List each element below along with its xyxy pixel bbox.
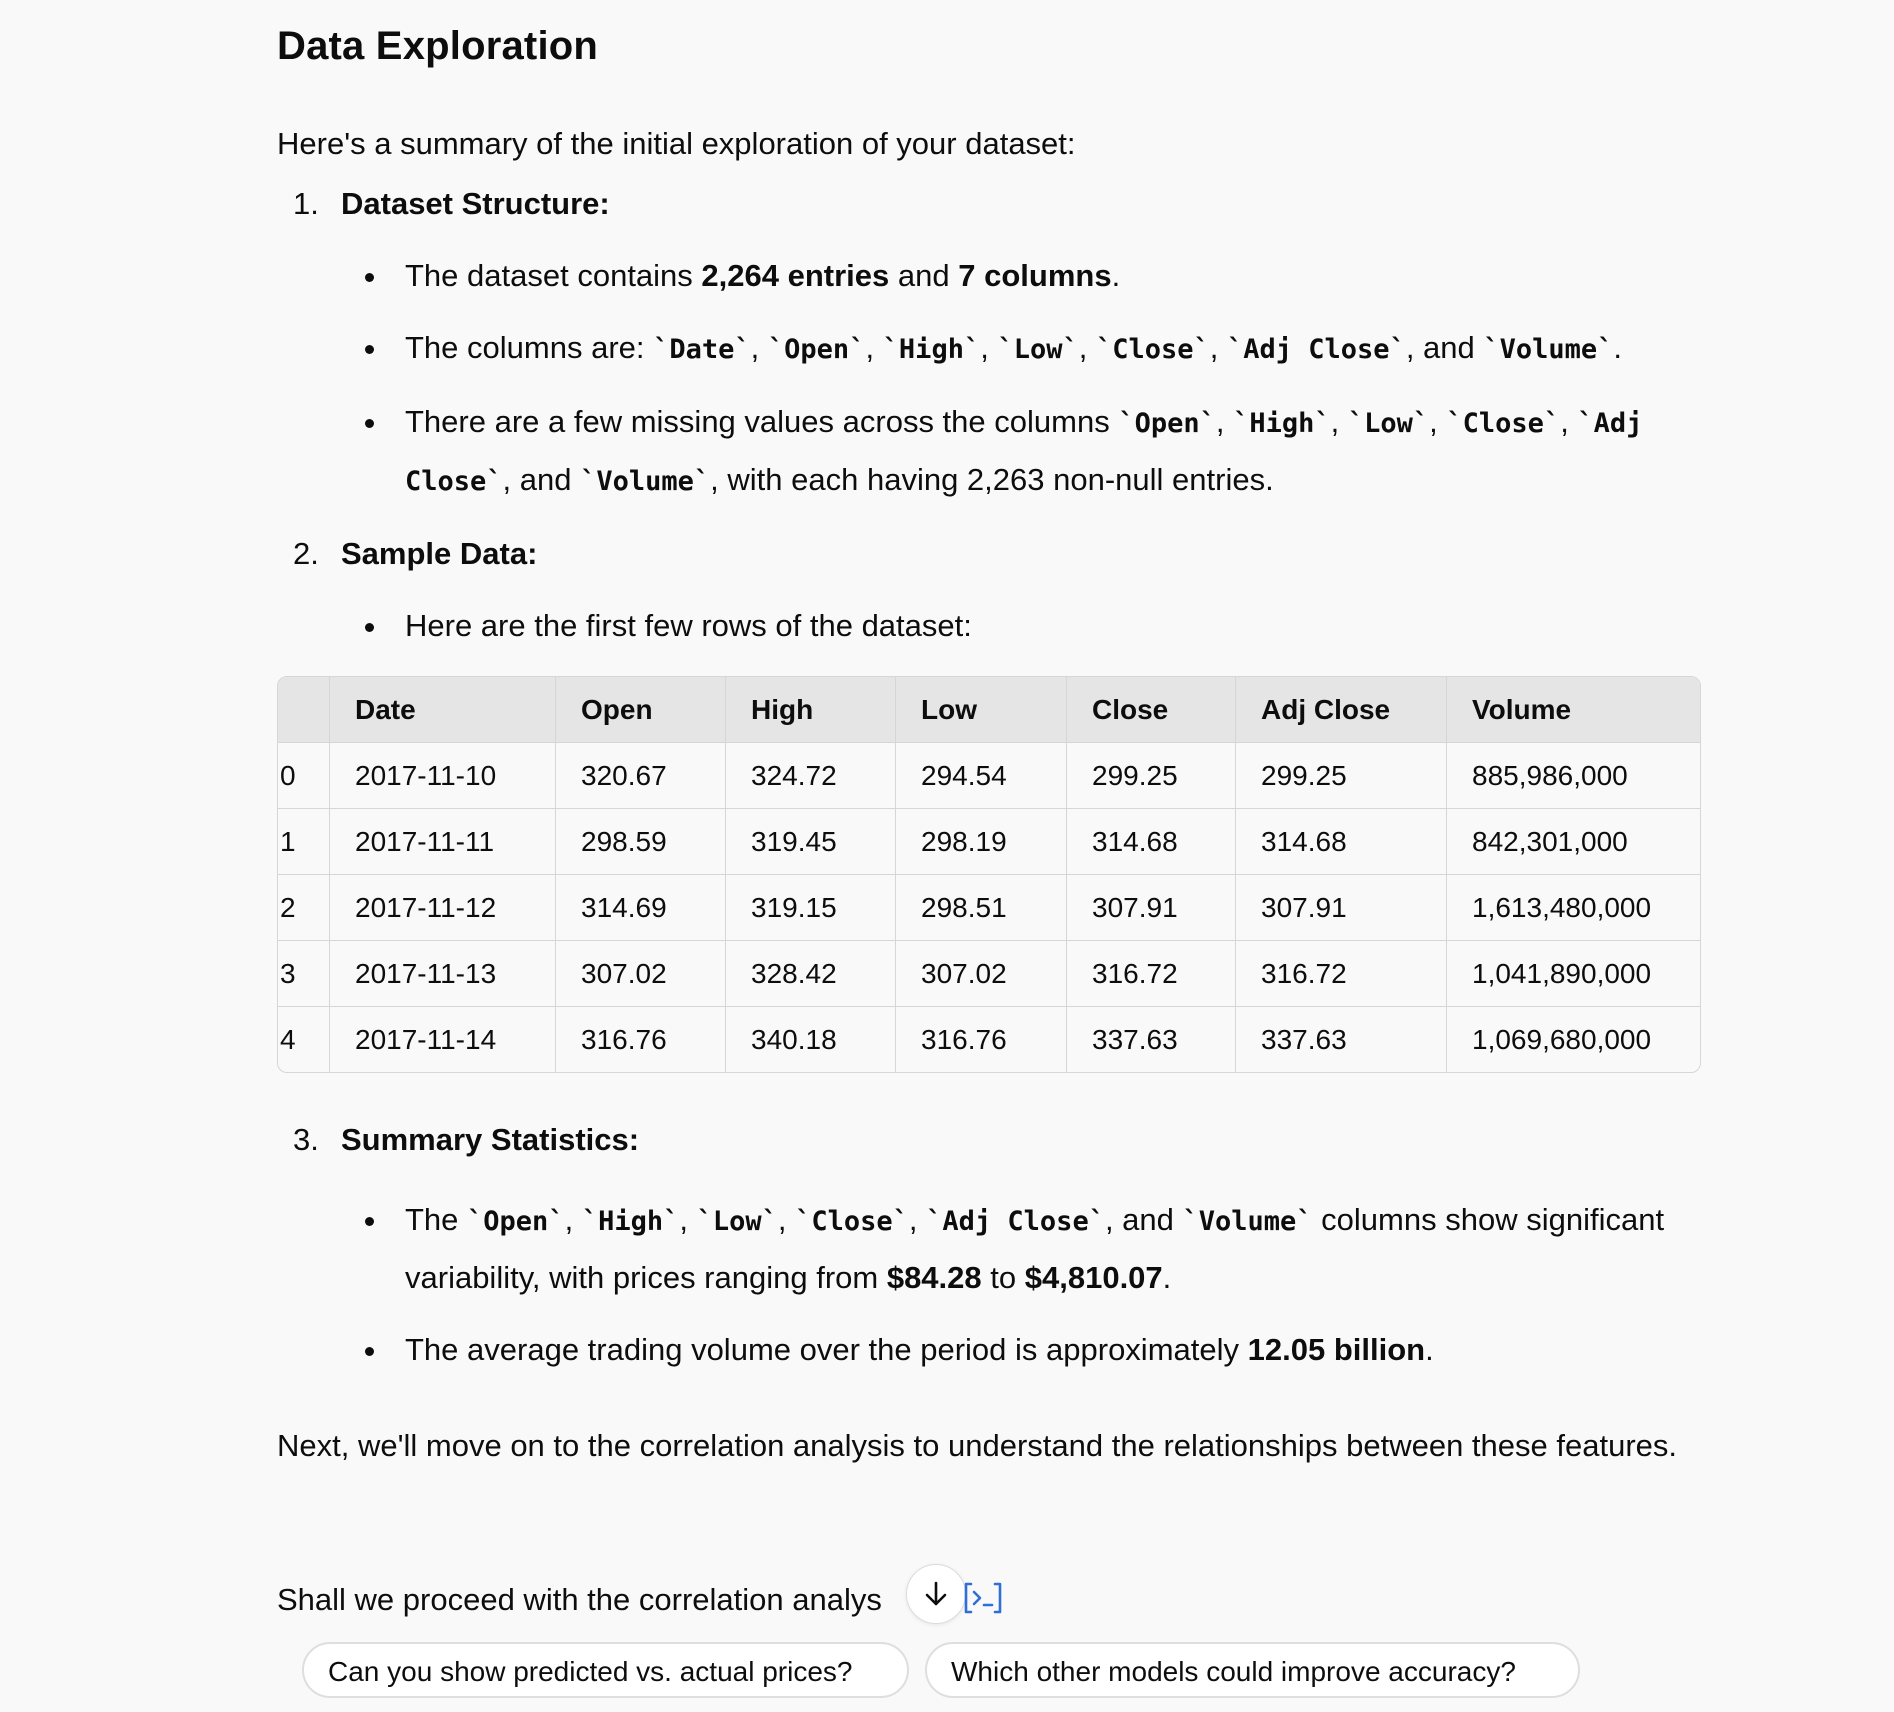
column-header-low: Low [896, 677, 1067, 743]
intro-text: Here's a summary of the initial exploration of your dataset: [277, 126, 1076, 161]
table-cell: 2 [278, 875, 330, 941]
table-cell: 337.63 [1067, 1007, 1236, 1073]
table-cell: 1,069,680,000 [1472, 1023, 1652, 1055]
table-cell: 316.76 [556, 1007, 726, 1073]
section-title: Summary Statistics: [341, 1122, 640, 1157]
proceed-question: Shall we proceed with the correlation analys [277, 1582, 882, 1617]
list-item: Here are the first few rows of the dataset: [277, 598, 1702, 654]
table-cell: 4 [278, 1007, 330, 1073]
table-cell: 324.72 [726, 743, 896, 809]
table-cell: 2017-11-14 [330, 1007, 556, 1073]
table-cell: 319.45 [726, 809, 896, 875]
table-cell: 885,986,000 [1447, 743, 1701, 809]
statistics-bullets [277, 1192, 1702, 1378]
column-header-open: Open [556, 677, 726, 743]
column-header-high: High [726, 677, 896, 743]
table-cell: 842,301,000 [1447, 809, 1701, 875]
table-cell: 298.51 [896, 875, 1067, 941]
structure-bullets [277, 248, 1702, 510]
section-title: Dataset Structure: [341, 186, 610, 221]
table-cell: 298.59 [556, 809, 726, 875]
next-steps-text: Next, we'll move on to the correlation analysis to understand the relationships between these features. [277, 1428, 1677, 1463]
table-cell: 328.42 [726, 941, 896, 1007]
table-cell: 316.72 [1236, 941, 1447, 1007]
table-cell: 299.25 [1067, 743, 1236, 809]
column-header-date: Date [330, 677, 556, 743]
section-sample-data [277, 526, 1702, 582]
table-cell: 1,041,890,000 [1447, 941, 1701, 1007]
data-table [277, 676, 1701, 1073]
code-view-icon[interactable] [962, 1580, 1004, 1616]
table-cell: 1,613,480,000 [1447, 875, 1701, 941]
table-cell: 307.02 [896, 941, 1067, 1007]
table-cell: 3 [278, 941, 330, 1007]
table-cell: 319.15 [726, 875, 896, 941]
section-title: Sample Data: [341, 536, 538, 571]
table-cell: 314.68 [1236, 809, 1447, 875]
column-header-volume: Volume [1447, 677, 1701, 743]
table-cell: 316.72 [1067, 941, 1236, 1007]
column-header-index [278, 677, 330, 743]
table-cell: 337.63 [1236, 1007, 1447, 1073]
sample-bullets [277, 598, 1702, 654]
table-cell: 307.91 [1236, 875, 1447, 941]
arrow-down-icon [921, 1579, 951, 1609]
table-cell: 320.67 [556, 743, 726, 809]
table-cell: 1 [278, 809, 330, 875]
page-title: Data Exploration [277, 24, 599, 68]
column-header-close: Close [1067, 677, 1236, 743]
table-cell: 316.76 [896, 1007, 1067, 1073]
table-cell: 340.18 [726, 1007, 896, 1073]
table-cell: 298.19 [896, 809, 1067, 875]
table-cell: 2017-11-11 [330, 809, 556, 875]
suggestion-chip-predicted-vs-actual[interactable]: Can you show predicted vs. actual prices? [302, 1642, 909, 1698]
list-item: The `Open`, `High`, `Low`, `Close`, `Adj Close`, and `Volume` columns show significant variability, with prices ranging from $84.28 to $4,810.07. [277, 1192, 1702, 1306]
table-row [278, 809, 1700, 875]
table-cell: 314.69 [556, 875, 726, 941]
section-dataset-structure [277, 176, 1702, 232]
suggestion-chip-other-models[interactable]: Which other models could improve accuracy? [925, 1642, 1580, 1698]
list-number: 3. [293, 1122, 319, 1157]
list-item: The columns are: `Date`, `Open`, `High`, `Low`, `Close`, `Adj Close`, and `Volume`. [277, 320, 1702, 378]
table-row [278, 941, 1700, 1007]
table-cell: 294.54 [896, 743, 1067, 809]
list-item: There are a few missing values across the columns `Open`, `High`, `Low`, `Close`, `Adj Close`, and `Volume`, with each having 2,263 non-null entries. [277, 394, 1702, 510]
table-row [278, 1007, 1700, 1073]
table-cell: 307.91 [1067, 875, 1236, 941]
table-cell: 314.68 [1067, 809, 1236, 875]
list-number: 1. [293, 186, 319, 221]
message-content [277, 0, 1702, 654]
table-cell: 299.25 [1236, 743, 1447, 809]
section-heading [277, 1112, 1702, 1168]
list-item: The dataset contains 2,264 entries and 7 columns. [277, 248, 1702, 304]
table-cell: 0 [278, 743, 330, 809]
list-item: The average trading volume over the period is approximately 12.05 billion. [277, 1322, 1702, 1378]
table-cell: 2017-11-13 [330, 941, 556, 1007]
column-header-adj-close: Adj Close [1236, 677, 1447, 743]
table-row [278, 743, 1700, 809]
table-cell: 2017-11-10 [330, 743, 556, 809]
list-number: 2. [293, 536, 319, 571]
table-cell: 2017-11-12 [330, 875, 556, 941]
table-header-row [278, 677, 1700, 743]
table-cell: 307.02 [556, 941, 726, 1007]
table-row [278, 875, 1700, 941]
section-summary-statistics [277, 1112, 1702, 1378]
scroll-to-bottom-button[interactable] [906, 1564, 966, 1624]
